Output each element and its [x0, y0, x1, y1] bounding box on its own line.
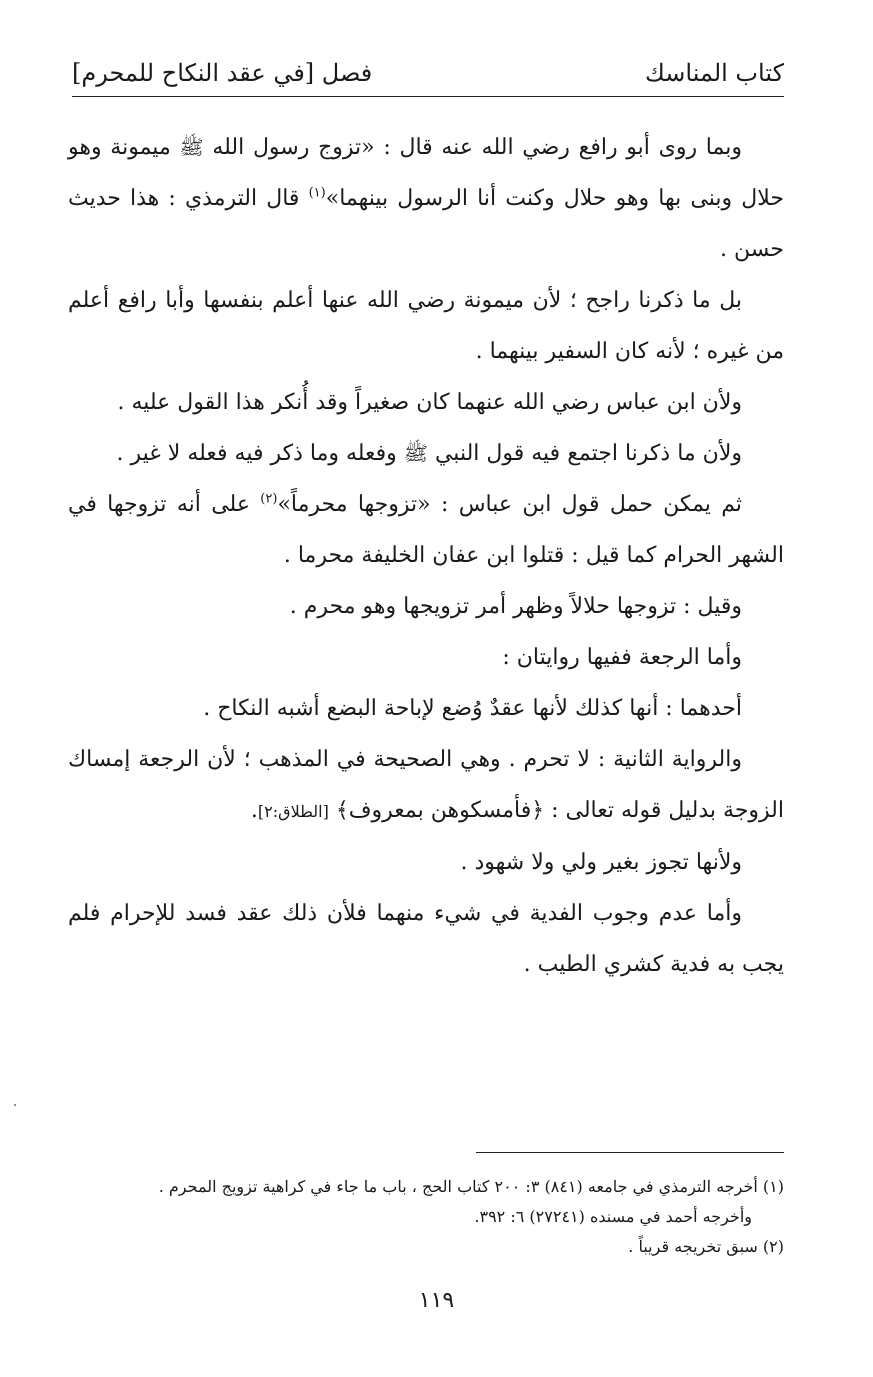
footnote-mark: (٢): [260, 491, 278, 507]
salla-symbol: ﷺ: [403, 441, 428, 465]
footnote-1-continuation: وأخرجه أحمد في مسنده (٢٧٢٤١) ٦: ٣٩٢.: [474, 1207, 752, 1226]
paragraph-11: وأما عدم وجوب الفدية في شيء منهما فلأن ذلك عقد فسد للإحرام فلم يجب به فدية كشري الطيب .: [68, 901, 784, 977]
section-title: فصل [في عقد النكاح للمحرم]: [72, 59, 373, 87]
paragraph-8: أحدهما : أنها كذلك لأنها عقدٌ وُضع لإباحة البضع أشبه النكاح .: [203, 696, 742, 721]
salla-symbol: ﷺ: [179, 135, 204, 159]
paragraph-9: [68, 734, 784, 837]
text-run: ولأن ما ذكرنا اجتمع فيه قول النبي: [427, 441, 742, 466]
paragraph-4: [68, 428, 784, 479]
footnote-mark: (١): [308, 185, 326, 201]
paragraph-6: وقيل : تزوجها حلالاً وظهر أمر تزويجها وهو محرم .: [289, 594, 742, 619]
text-run: .: [250, 798, 258, 823]
main-text: [68, 122, 784, 990]
paragraph-1: [68, 122, 784, 275]
text-run: على أنه تزوجها في الشهر الحرام كما قيل : قتلوا ابن عفان الخليفة محرما .: [68, 492, 784, 568]
footnote-1: (١) أخرجه الترمذي في جامعه (٨٤١) ٣: ٢٠٠ كتاب الحج ، باب ما جاء في كراهية تزويج المحرم .: [158, 1177, 784, 1196]
paragraph-7: وأما الرجعة ففيها روايتان :: [502, 645, 742, 670]
text-run: قال الترمذي : هذا حديث حسن .: [68, 186, 784, 262]
paragraph-10: ولأنها تجوز بغير ولي ولا شهود .: [460, 850, 742, 875]
quran-verse: ﴿فأمسكوهن بمعروف﴾: [335, 798, 545, 823]
text-run: وبما روى أبو رافع رضي الله عنه قال : «تزوج رسول الله: [203, 135, 742, 160]
text-run: ميمونة وهو حلال وبنى بها وهو حلال وكنت أنا الرسول بينهما»: [68, 135, 784, 211]
text-run: والرواية الثانية : لا تحرم . وهي الصحيحة في المذهب ؛ لأن الرجعة إمساك الزوجة بدليل قوله تعالى :: [68, 747, 784, 823]
paragraph-5: [68, 479, 784, 581]
text-run: وفعله وما ذكر فيه فعله لا غير .: [116, 441, 404, 466]
paragraph-3: ولأن ابن عباس رضي الله عنهما كان صغيراً وقد أُنكر هذا القول عليه .: [117, 390, 742, 415]
paragraph-2: بل ما ذكرنا راجح ؛ لأن ميمونة رضي الله عنها أعلم بنفسها وأبا رافع أعلم من غيره ؛ لأنه كان السفير بينهما .: [68, 288, 784, 364]
text-run: ثم يمكن حمل قول ابن عباس : «تزوجها محرماً»: [277, 492, 743, 517]
running-header: [72, 56, 784, 90]
page-number: ١١٩: [418, 1288, 455, 1313]
footnotes: [80, 1172, 784, 1262]
quran-reference: [الطلاق:٢]: [257, 802, 329, 821]
scan-speck: [14, 1104, 16, 1106]
book-title: كتاب المناسك: [645, 59, 784, 87]
footnote-rule: [476, 1152, 784, 1153]
footnote-2: (٢) سبق تخريجه قريباً .: [628, 1237, 784, 1256]
header-rule: [72, 96, 784, 97]
